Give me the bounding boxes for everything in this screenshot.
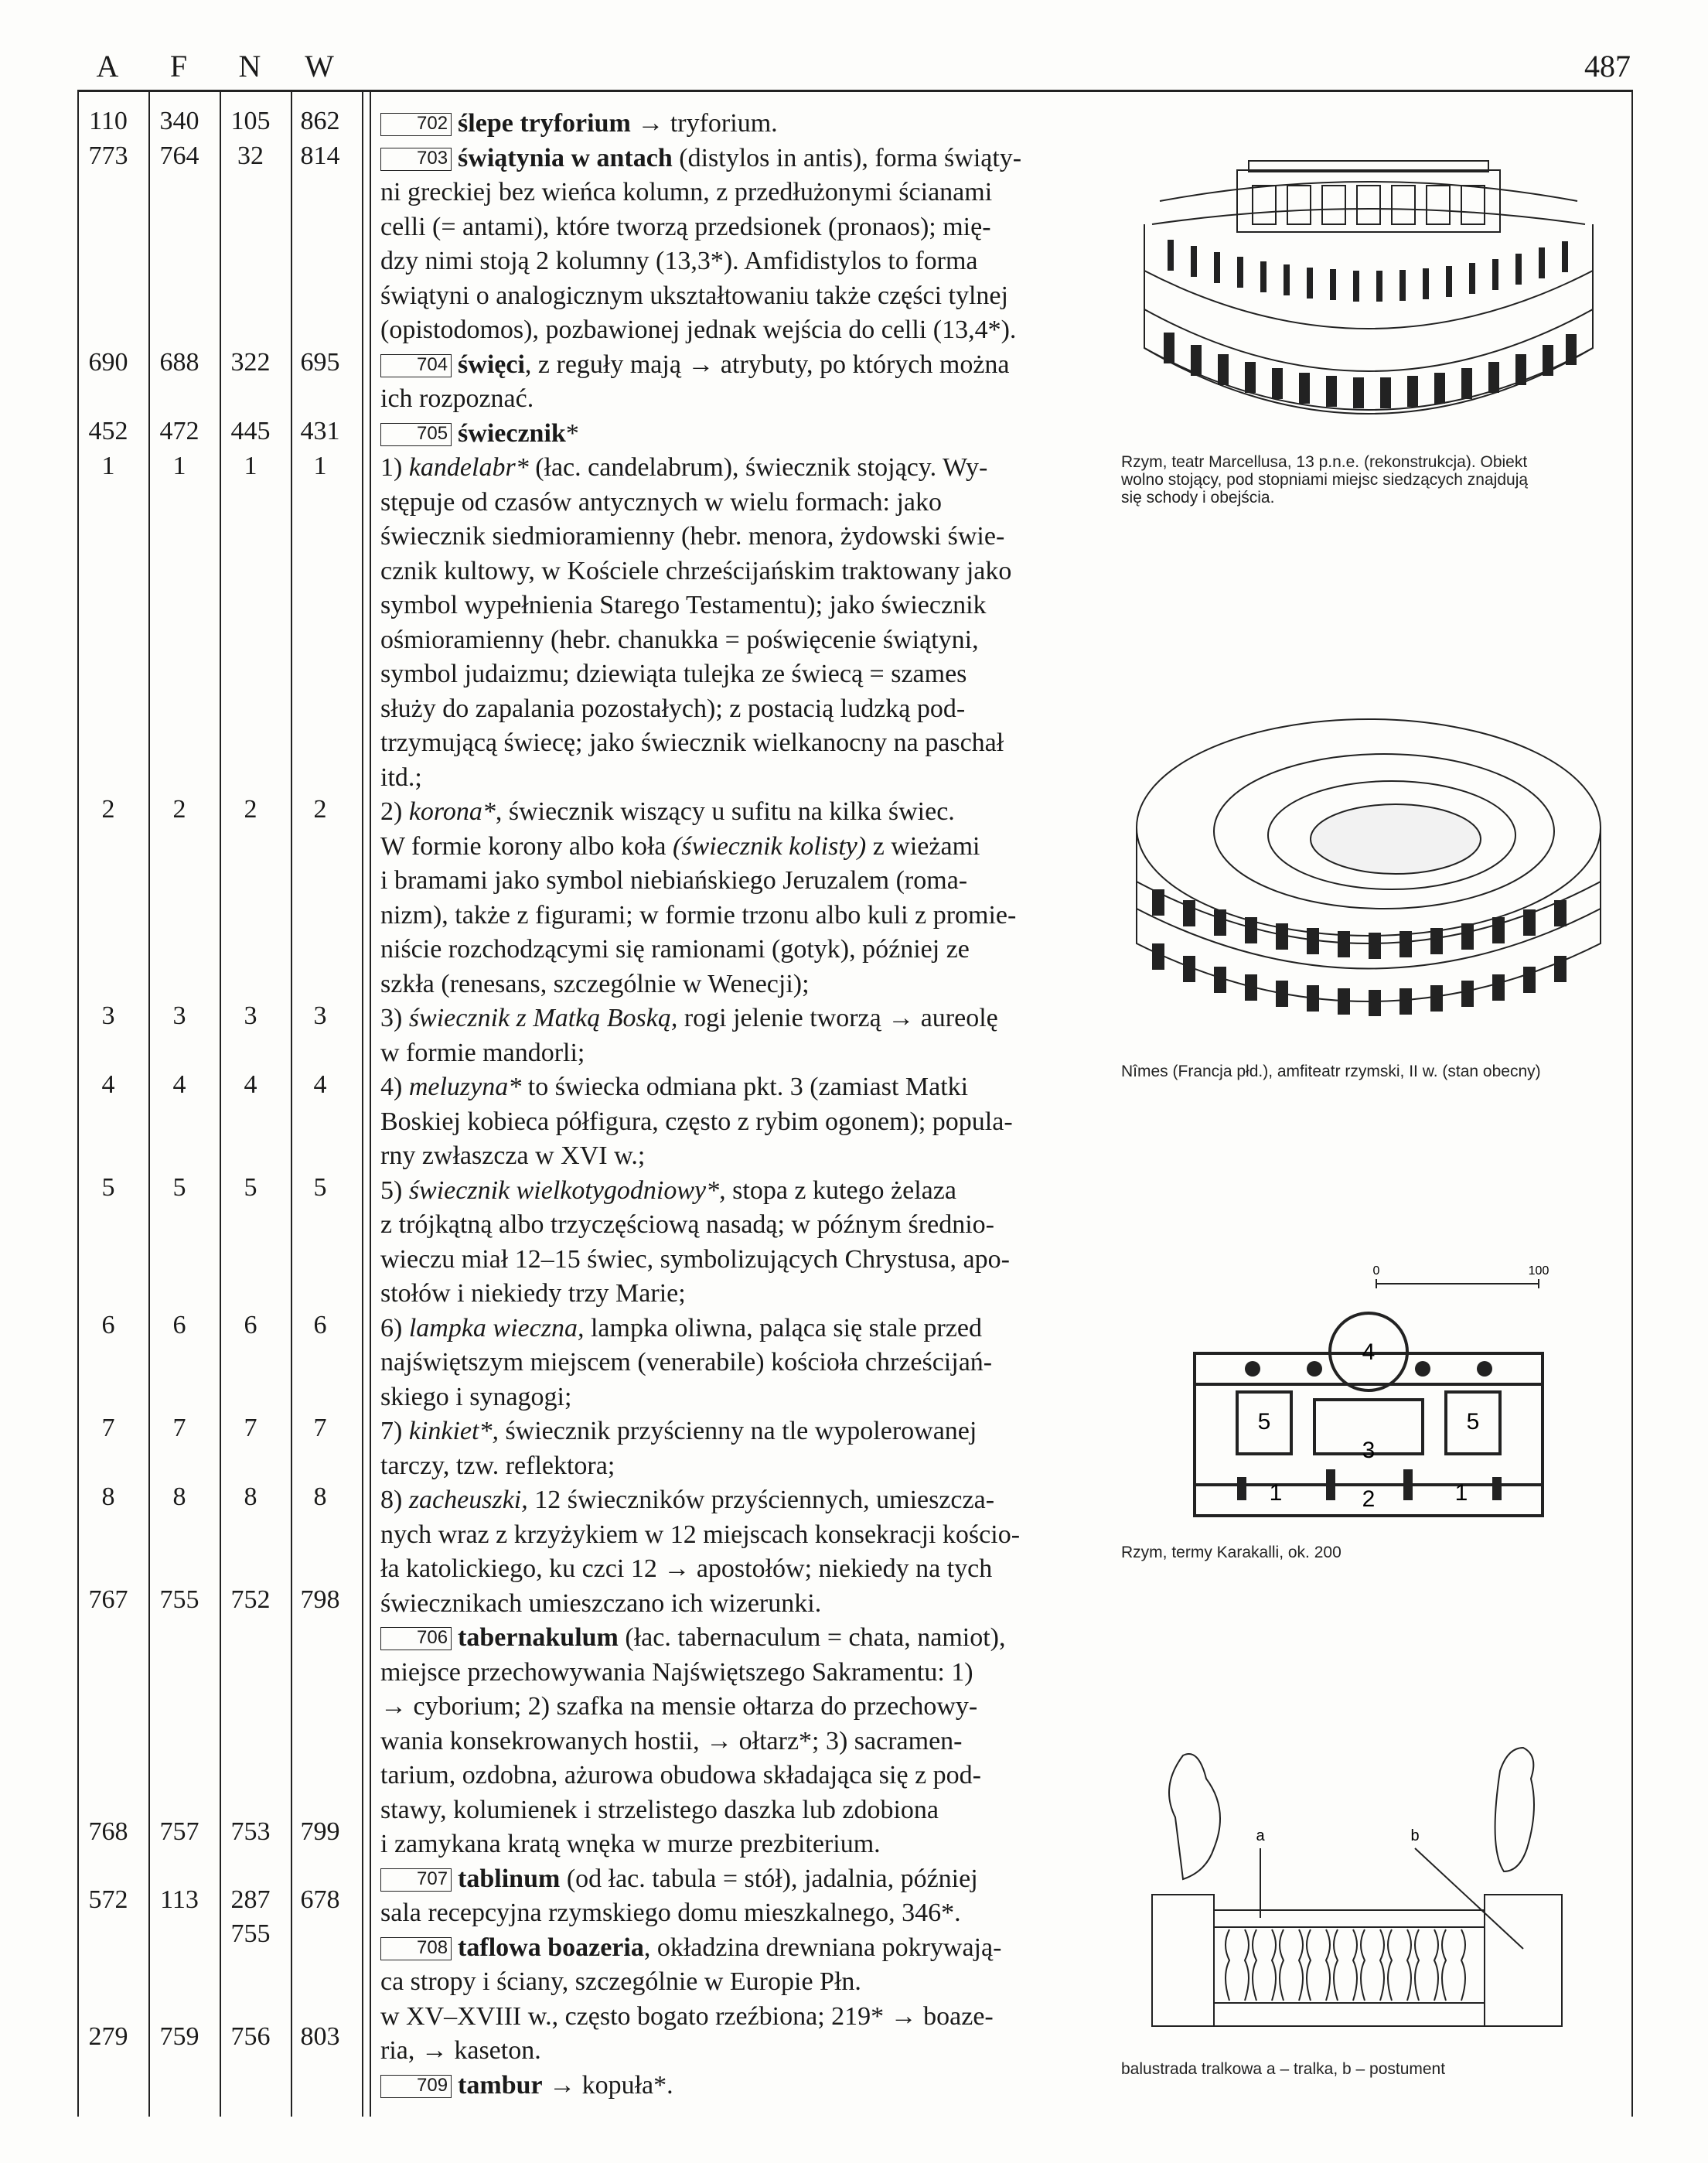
entry-number: 706 [380,1627,452,1650]
entry-text: z wieżami [866,831,980,861]
figure-caption: balustrada tralkowa a – tralka, b – postument [1121,2060,1446,2078]
entry-text: → tryforium. [630,109,778,138]
number-cell: 445 [230,417,271,445]
entry-text-line: w XV–XVIII w., często bogato rzeźbiona; 219* → boaze- [380,2001,994,2031]
number-cell: 431 [300,417,340,445]
entry-706 [380,1621,1115,1656]
subentry-3 [380,1001,1115,1036]
number-row [77,795,368,827]
subentry-number: 3) [380,1004,409,1032]
table-line [148,90,150,2117]
entry-text-line: stawy, kolumienek i strzelistego daszka lub zdobiona [380,1795,939,1824]
theatre-illustration [1121,155,1616,441]
entry-text: W formie korony albo koła [380,831,673,861]
number-row [77,1070,368,1103]
number-cell: 7 [244,1414,257,1442]
number-cell: 110 [89,107,128,135]
number-cell: 695 [300,348,340,377]
column-header-f: F [169,49,189,84]
number-row [77,1173,368,1206]
number-cell: 113 [160,1885,199,1914]
entry-text-line: sala recepcyjna rzymskiego domu mieszkalnego, 346*. [380,1899,961,1927]
column-header-w: W [305,49,336,84]
caption-line: wolno stojący, pod stopniami miejsc siedzących znajdują [1121,471,1529,489]
number-cell: 764 [159,142,199,170]
entry-number: 705 [380,423,452,446]
caption-line: Rzym, teatr Marcellusa, 13 p.n.e. (rekonstrukcja). Obiekt [1121,453,1528,471]
number-cell: 472 [159,417,199,445]
entry-text-line: w formie mandorli; [380,1038,585,1067]
entry-text-line: trzymującą świecę; jako świecznik wielkanocny na paschał [380,728,1004,757]
number-row [77,1585,368,1618]
page-border [1631,90,1633,2117]
table-line [77,90,79,2117]
number-cell: 8 [172,1482,186,1511]
headword: świątynia w antach [458,143,673,172]
figure-baths-plan [1121,1261,1631,1561]
entry-text-line: niście rozchodzącymi się ramionami (gotyk), później ze [380,935,970,964]
plan-label: 1 [1269,1480,1283,1506]
entry-text: 12 świeczników przyściennych, umieszcza- [527,1486,995,1514]
number-cell: 799 [300,1817,340,1846]
entry-text-line: stępuje od czasów antycznych w wielu formach: jako [380,487,943,517]
headword: świecznik [458,418,566,448]
number-cell: 1 [101,452,115,480]
number-cell: 2 [172,795,186,824]
subentry-term: świecznik wielkotygodniowy*, [408,1175,726,1205]
entry-text: * [565,418,579,448]
subentry-term: kandelabr* [408,453,529,482]
number-cell: 1 [172,452,186,480]
entry-number: 703 [380,148,452,171]
number-row [77,1414,368,1446]
number-cell: 862 [300,107,340,135]
label-a: a [1256,1827,1265,1844]
subentry-term: lampka wieczna, [408,1313,585,1342]
entry-705 [380,417,1115,452]
plan-label: 4 [1362,1339,1376,1365]
subentry-term: zacheuszki, [408,1486,528,1514]
entry-text: (łac. tabernaculum = chata, namiot), [618,1623,1006,1652]
number-cell: 1 [244,452,257,480]
entry-text: lampka oliwna, paląca się stale przed [584,1313,982,1342]
plan-label: 2 [1362,1486,1376,1512]
number-cell: 6 [313,1311,327,1339]
subentry-number: 4) [380,1073,409,1101]
subentry-term: świecznik z Matką Boską, [408,1004,678,1032]
subentry-term: kinkiet*, [408,1417,499,1445]
number-cell: 8 [101,1482,115,1511]
subentry-1 [380,451,1115,486]
number-row [77,1001,368,1034]
figure-caption [1121,453,1631,507]
entry-text-line: Boskiej kobieca półfigura, często z rybim ogonem); popula- [380,1107,1013,1136]
number-cell: 340 [159,107,199,135]
number-cell: 3 [172,1001,186,1030]
entry-704 [380,348,1115,383]
entry-707 [380,1862,1115,1897]
entry-text-line: wania konsekrowanych hostii, → ołtarz*; 3) sacramen- [380,1726,963,1755]
headword: tambur [458,2070,543,2100]
entry-text-line: świątyni o analogicznym ukształtowaniu także części tylnej [380,281,1008,310]
scale-end: 100 [1528,1264,1549,1278]
header-rule [77,90,1633,92]
dictionary-entries [380,107,1115,2103]
number-cell: 5 [101,1173,115,1202]
entry-text-line: itd.; [380,763,422,792]
number-cell: 755 [159,1585,199,1614]
number-cell: 1 [313,452,327,480]
floor-plan [1121,1261,1616,1539]
number-cell: 803 [300,2022,340,2051]
column-headers [77,48,418,85]
entry-text-line: i zamykana kratą wnęka w murze prezbiterium. [380,1830,881,1858]
subentry-term: korona* [408,797,496,826]
subentry-2 [380,795,1115,830]
entry-text-line: z trójkątną albo trzyczęściową nasadą; w późnym średnio- [380,1210,994,1239]
number-cell: 2 [313,795,327,824]
number-cell: 287 [230,1885,271,1914]
plan-label: 5 [1257,1409,1271,1435]
entry-text-line: ośmioramienny (hebr. chanukka = poświęcenie świątyni, [380,625,979,654]
number-cell: 5 [172,1173,186,1202]
number-cell: 688 [159,348,199,377]
number-row [77,107,368,139]
subentry-term: (świecznik kolisty) [673,831,867,861]
entry-number: 708 [380,1937,452,1960]
figure-amphitheatre-nimes [1121,696,1631,1080]
number-cell: 767 [88,1585,128,1614]
number-row [77,142,368,174]
entry-text-line: ca stropy i ściany, szczególnie w Europie Płn. [380,1967,861,1996]
number-cell: 3 [101,1001,115,1030]
table-line [362,90,363,2117]
number-row [77,452,368,484]
number-cell: 759 [159,2022,199,2051]
number-cell: 3 [244,1001,257,1030]
entry-text-line: najświętszym miejscem (venerabile) kościoła chrześcijań- [380,1348,993,1377]
number-cell: 798 [300,1585,340,1614]
entry-number: 702 [380,113,452,136]
entry-text-line: świecznikach umieszczano ich wizerunki. [380,1588,822,1618]
figure-caption: Rzym, termy Karakalli, ok. 200 [1121,1544,1342,1561]
entry-number: 709 [380,2075,452,2098]
number-cell: 752 [230,1585,271,1614]
subentry-number: 2) [380,797,409,826]
entry-text: (distylos in antis), forma świąty- [672,143,1022,172]
entry-text-line: ich rozpoznać. [380,384,534,413]
amphitheatre-illustration [1121,696,1616,1052]
subentry-number: 1) [380,453,409,482]
entry-text: świecznik przyścienny na tle wypolerowanej [498,1417,977,1445]
headword: taflowa boazeria [458,1933,644,1962]
subentry-6 [380,1312,1115,1346]
number-cell: 7 [101,1414,115,1442]
entry-702 [380,107,1115,142]
number-row [77,417,368,449]
number-cell: 6 [101,1311,115,1339]
entry-text-line: i bramami jako symbol niebiańskiego Jeruzalem (roma- [380,866,968,895]
entry-text-line: symbol judaizmu; dziewiąta tulejka ze świecą = szames [380,660,967,688]
figure-balustrade [1121,1740,1631,2078]
subentry-5 [380,1174,1115,1209]
entry-text-line: tarczy, tzw. reflektora; [380,1451,615,1480]
number-cell: 773 [88,142,128,170]
entry-text: rogi jelenie tworzą → aureolę [677,1004,998,1032]
number-cell: 7 [172,1414,186,1442]
entry-text-line: ria, → kaseton. [380,2036,541,2065]
entry-number: 704 [380,354,452,377]
entry-text-line: stołów i niekiedy trzy Marie; [380,1279,686,1308]
caption-line: się schody i obejścia. [1121,489,1275,507]
entry-708 [380,1931,1115,1966]
number-cell: 768 [88,1817,128,1846]
page-number: 487 [1584,49,1631,84]
entry-text-line: dzy nimi stoją 2 kolumny (13,3*). Amfidistylos to forma [380,247,978,275]
subentry-number: 6) [380,1313,409,1342]
entry-text: , świecznik wiszący u sufitu na kilka świec. [495,797,955,826]
number-cell: 755 [230,1919,271,1948]
balustrade-illustration [1121,1740,1616,2049]
subentry-number: 7) [380,1417,409,1445]
number-cell: 322 [230,348,271,377]
subentry-number: 8) [380,1486,409,1514]
entry-text: , z reguły mają → atrybuty, po których można [524,350,1010,379]
number-cell: 3 [313,1001,327,1030]
entry-text-line: świecznik siedmioramienny (hebr. menora, żydowski świe- [380,522,1005,551]
plan-label: 1 [1454,1480,1468,1506]
subentry-4 [380,1070,1115,1105]
number-cell: 6 [172,1311,186,1339]
number-cell: 757 [159,1817,199,1846]
table-line [291,90,292,2117]
subentry-8 [380,1483,1115,1518]
entry-text-line: szkła (renesans, szczególnie w Wenecji); [380,969,810,998]
entry-text-line: ni greckiej bez wieńca kolumn, z przedłużonymi ścianami [380,178,993,206]
column-header-n: N [238,49,263,84]
number-cell: 7 [313,1414,327,1442]
entry-text-line: miejsce przechowywania Najświętszego Sakramentu: 1) [380,1657,973,1687]
entry-text-line: rny zwłaszcza w XVI w.; [380,1141,646,1170]
number-cell: 678 [300,1885,340,1914]
entry-text: , okładzina drewniana pokrywają- [643,1933,1002,1962]
plan-label: 5 [1466,1409,1480,1435]
entry-text-line [380,830,1115,865]
figure-caption: Nîmes (Francja płd.), amfiteatr rzymski, II w. (stan obecny) [1121,1063,1541,1080]
number-cell: 756 [230,2022,271,2051]
number-cell: 4 [172,1070,186,1099]
number-row [77,2022,368,2055]
number-row [77,1311,368,1343]
entry-text-line: skiego i synagogi; [380,1382,572,1411]
number-cell: 4 [313,1070,327,1099]
number-cell: 5 [244,1173,257,1202]
entry-703 [380,142,1115,176]
number-cell: 279 [88,2022,128,2051]
number-cell: 814 [300,142,340,170]
entry-text-line: symbol wypełnienia Starego Testamentu); jako świecznik [380,591,987,619]
entry-text-line: celli (= antami), które tworzą przedsionek (pronaos); mię- [380,212,991,241]
entry-text-line: → cyborium; 2) szafka na mensie ołtarza do przechowy- [380,1692,978,1721]
number-cell: 2 [101,795,115,824]
number-row [77,348,368,380]
number-cell: 452 [88,417,128,445]
entry-text-line: cznik kultowy, w Kościele chrześcijańskim traktowany jako [380,556,1012,585]
entry-number: 707 [380,1868,452,1892]
number-cell: 6 [244,1311,257,1339]
number-cell: 4 [244,1070,257,1099]
plan-label: 3 [1362,1438,1376,1463]
number-row [77,1885,368,1918]
table-line [220,90,221,2117]
number-cell: 105 [230,107,271,135]
subentry-term: meluzyna* [408,1073,522,1101]
entry-text-line: służy do zapalania pozostałych); z postacią ludzką pod- [380,694,966,723]
entry-text-line: nizm), także z figurami; w formie trzonu albo kuli z promie- [380,900,1017,930]
number-row [77,1817,368,1850]
label-b: b [1410,1827,1420,1844]
headword: święci [458,350,525,379]
subentry-number: 5) [380,1175,409,1205]
entry-709 [380,2069,1115,2103]
number-cell: 32 [237,142,264,170]
number-cell: 8 [244,1482,257,1511]
entry-text-line: nych wraz z krzyżykiem w 12 miejscach konsekracji kościo- [380,1520,1021,1549]
number-row [77,1482,368,1515]
entry-text-line: wieczu miał 12–15 świec, symbolizujących Chrystusa, apo- [380,1244,1010,1274]
number-cell: 8 [313,1482,327,1511]
entry-text-line: ła katolickiego, ku czci 12 → apostołów; niekiedy na tych [380,1554,993,1583]
entry-text-line: (opistodomos), pozbawionej jednak wejścia do celli (13,4*). [380,316,1017,344]
subentry-7 [380,1414,1115,1449]
entry-text: (łac. candelabrum), świecznik stojący. Wy- [528,453,988,482]
number-cell: 690 [88,348,128,377]
entry-text: (od łac. tabula = stół), jadalnia, później [560,1864,978,1893]
number-cell: 2 [244,795,257,824]
entry-text-line: tarium, ozdobna, ażurowa obudowa składająca się z pod- [380,1761,981,1789]
headword: tabernakulum [458,1623,619,1652]
entry-text: stopa z kutego żelaza [725,1175,956,1205]
number-cell: 4 [101,1070,115,1099]
headword: ślepe tryforium [458,109,631,138]
entry-text: to świecka odmiana pkt. 3 (zamiast Matki [521,1073,969,1101]
scale-start: 0 [1372,1264,1380,1278]
column-header-a: A [96,49,121,84]
number-cell: 5 [313,1173,327,1202]
number-row [77,1919,368,1952]
number-cell: 572 [88,1885,128,1914]
number-cell: 753 [230,1817,271,1846]
figure-theatre-marcellus [1121,155,1631,507]
table-line [370,90,371,2117]
headword: tablinum [458,1864,561,1893]
entry-text: → kopuła*. [542,2070,673,2100]
